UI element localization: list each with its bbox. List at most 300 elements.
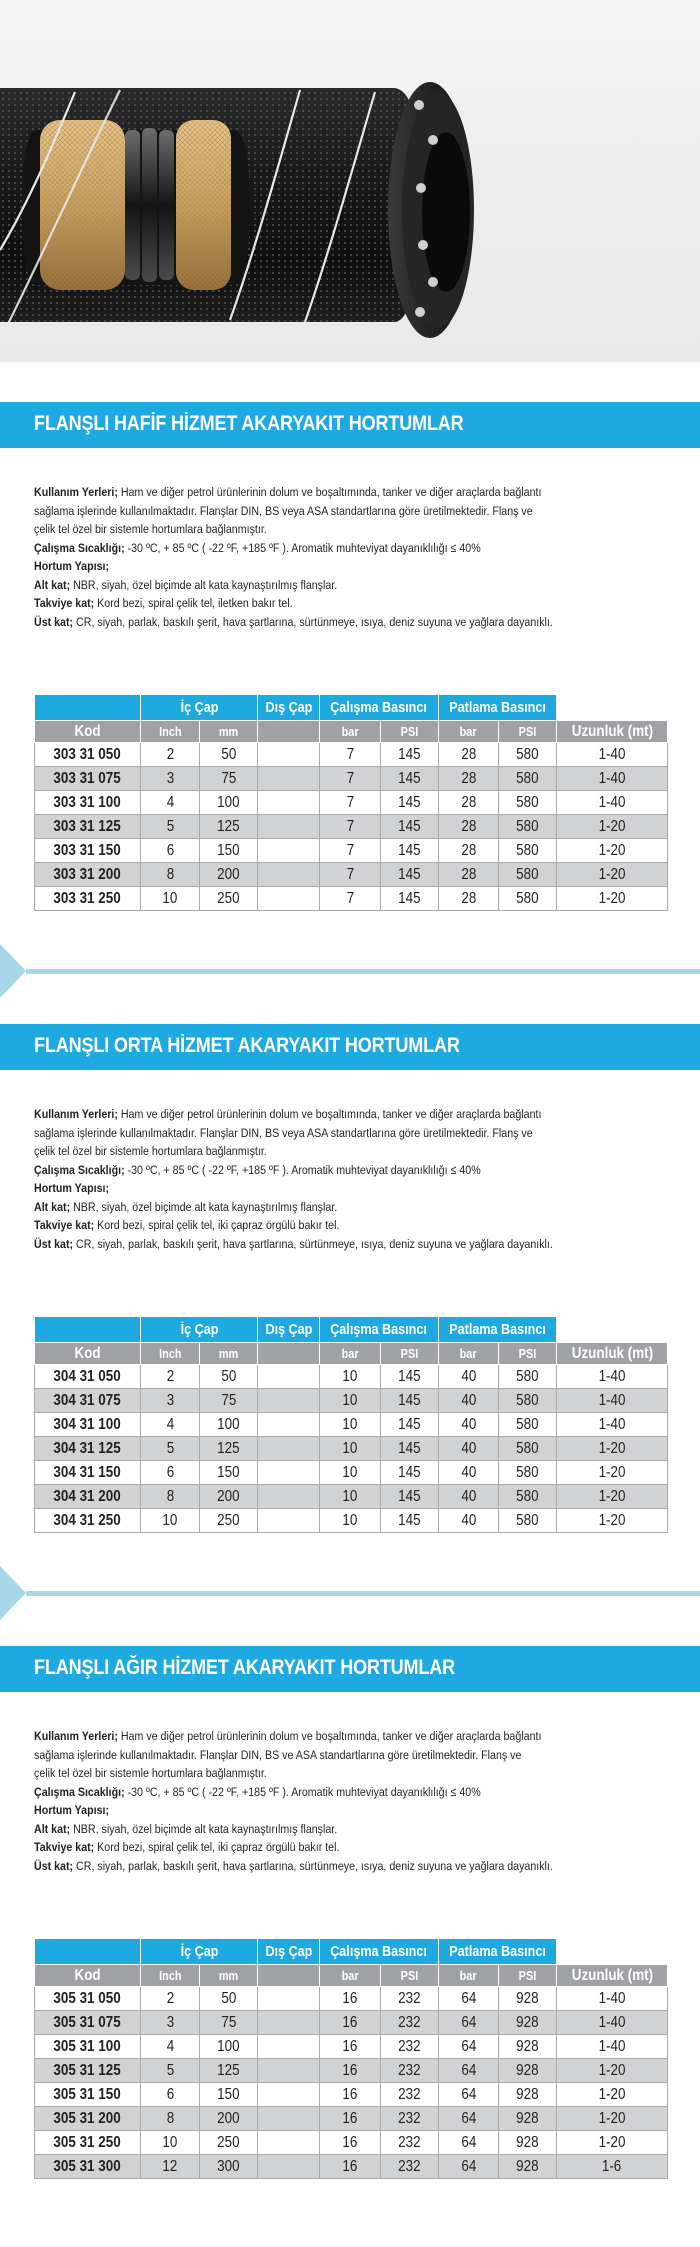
cell-length: 1-6 — [557, 2155, 668, 2179]
cell-burst-bar: 40 — [439, 1437, 499, 1461]
header-psi: PSI — [381, 1965, 439, 1987]
header-blank — [557, 695, 668, 721]
inner-label: Alt kat; — [34, 1821, 71, 1836]
cell-burst-bar: 28 — [439, 839, 499, 863]
cell-working-psi: 145 — [381, 839, 439, 863]
table-row — [35, 2035, 668, 2059]
header-outer-blank — [258, 721, 320, 743]
cell-code: 305 31 200 — [35, 2107, 141, 2131]
cell-code: 303 31 125 — [35, 815, 141, 839]
cell-burst-psi: 580 — [499, 1437, 557, 1461]
structure-label: Hortum Yapısı; — [34, 1803, 110, 1817]
cell-burst-psi: 580 — [499, 839, 557, 863]
cell-length: 1-40 — [557, 1365, 668, 1389]
cell-mm: 200 — [200, 2107, 258, 2131]
temperature-text: -30 ºC, + 85 ºC ( -22 ºF, +185 ºF ). Aromatik muhteviyat dayanıklılığı ≤ 40% — [124, 1162, 481, 1177]
cell-working-bar: 7 — [320, 767, 381, 791]
cell-working-psi: 232 — [381, 2035, 439, 2059]
cell-code: 304 31 150 — [35, 1461, 141, 1485]
cell-working-bar: 16 — [320, 2059, 381, 2083]
desc-line-inner — [34, 576, 550, 595]
header-mm: mm — [200, 721, 258, 743]
desc-line-usage-3: çelik tel özel bir sistemle hortumlara bağlanmıştır. — [34, 522, 267, 536]
header-code: Kod — [35, 721, 141, 743]
cell-working-bar: 7 — [320, 839, 381, 863]
header-outer-diameter: Dış Çap — [258, 1939, 320, 1965]
usage-label: Kullanım Yerleri; — [34, 1107, 118, 1121]
cell-length: 1-20 — [557, 2059, 668, 2083]
desc-line-cover — [34, 1857, 553, 1876]
desc-line-usage-3: çelik tel özel bir sistemle hortumlara bağlanmıştır. — [34, 1144, 267, 1158]
cover-label: Üst kat; — [34, 614, 74, 629]
cell-inch: 8 — [141, 863, 200, 887]
header-bar: bar — [439, 1343, 499, 1365]
table-row — [35, 2059, 668, 2083]
cell-working-psi: 145 — [381, 1413, 439, 1437]
desc-line-usage — [34, 1727, 550, 1746]
cell-length: 1-20 — [557, 2083, 668, 2107]
cell-length: 1-20 — [557, 2131, 668, 2155]
cell-burst-bar: 40 — [439, 1461, 499, 1485]
cell-mm: 200 — [200, 1485, 258, 1509]
cell-outer-diameter — [258, 1509, 320, 1533]
header-length: Uzunluk (mt) — [557, 721, 668, 743]
cover-label: Üst kat; — [34, 1858, 74, 1873]
header-blank — [35, 1939, 141, 1965]
cell-burst-bar: 28 — [439, 743, 499, 767]
section-title-banner — [0, 1646, 700, 1692]
header-outer-diameter: Dış Çap — [258, 1317, 320, 1343]
desc-line-temperature — [34, 539, 550, 558]
reinforcement-text: Kord bezi, spiral çelik tel, iki çapraz örgülü bakır tel. — [94, 1840, 340, 1854]
section-description — [34, 1105, 634, 1253]
desc-line-usage-2: sağlama işlerinde kullanılmaktadır. Flanşlar DIN, BS veya ASA standartlarına göre üretilmektedir. Flanş ve — [34, 1125, 533, 1140]
section-divider — [0, 944, 700, 998]
header-psi: PSI — [499, 721, 557, 743]
cell-working-bar: 7 — [320, 887, 381, 911]
cell-inch: 8 — [141, 1485, 200, 1509]
cell-mm: 75 — [200, 2011, 258, 2035]
cell-burst-psi: 580 — [499, 887, 557, 911]
header-blank — [557, 1939, 668, 1965]
cell-inch: 5 — [141, 815, 200, 839]
header-burst-pressure: Patlama Basıncı — [439, 695, 557, 721]
cell-burst-bar: 28 — [439, 767, 499, 791]
cell-code: 304 31 125 — [35, 1437, 141, 1461]
cell-outer-diameter — [258, 2035, 320, 2059]
cell-working-psi: 145 — [381, 1485, 439, 1509]
desc-line-cover — [34, 613, 553, 632]
table-row — [35, 815, 668, 839]
cell-code: 303 31 075 — [35, 767, 141, 791]
cell-burst-psi: 580 — [499, 1509, 557, 1533]
table-row — [35, 863, 668, 887]
inner-text: NBR, siyah, özel biçimde alt kata kaynaştırılmış flanşlar. — [70, 1199, 338, 1214]
cell-working-bar: 16 — [320, 2155, 381, 2179]
cell-code: 305 31 250 — [35, 2131, 141, 2155]
cell-mm: 150 — [200, 1461, 258, 1485]
cell-working-bar: 16 — [320, 1987, 381, 2011]
cell-burst-bar: 40 — [439, 1365, 499, 1389]
reinforcement-label: Takviye kat; — [34, 1218, 95, 1232]
table-row — [35, 2011, 668, 2035]
cell-mm: 250 — [200, 2131, 258, 2155]
reinforcement-text: Kord bezi, spiral çelik tel, iletken bakır tel. — [94, 596, 293, 610]
cell-inch: 3 — [141, 1389, 200, 1413]
cell-length: 1-20 — [557, 887, 668, 911]
desc-line-usage-2: sağlama işlerinde kullanılmaktadır. Flanşlar DIN, BS veya ASA standartlarına göre üretilmektedir. Flanş ve — [34, 503, 533, 518]
cell-burst-psi: 928 — [499, 2083, 557, 2107]
desc-line-structure — [34, 1179, 550, 1198]
section-title-banner — [0, 1024, 700, 1070]
cell-inch: 6 — [141, 1461, 200, 1485]
cell-code: 304 31 050 — [35, 1365, 141, 1389]
cell-working-bar: 10 — [320, 1389, 381, 1413]
section-title-banner — [0, 402, 700, 448]
cell-working-psi: 232 — [381, 2155, 439, 2179]
header-bar: bar — [320, 721, 381, 743]
cell-burst-bar: 40 — [439, 1389, 499, 1413]
inner-label: Alt kat; — [34, 577, 71, 592]
header-inch: Inch — [141, 721, 200, 743]
cell-burst-psi: 580 — [499, 1485, 557, 1509]
cell-mm: 75 — [200, 767, 258, 791]
cell-code: 305 31 075 — [35, 2011, 141, 2035]
desc-line-inner — [34, 1820, 550, 1839]
cell-inch: 12 — [141, 2155, 200, 2179]
desc-line-reinforcement — [34, 594, 550, 613]
header-bar: bar — [439, 721, 499, 743]
desc-line-temperature — [34, 1783, 550, 1802]
cover-text: CR, siyah, parlak, baskılı şerit, hava şartlarına, sürtünmeye, ısıya, deniz suyuna ve yağlara dayanıklı. — [73, 614, 553, 629]
cell-inch: 10 — [141, 1509, 200, 1533]
cell-outer-diameter — [258, 791, 320, 815]
inner-text: NBR, siyah, özel biçimde alt kata kaynaştırılmış flanşlar. — [70, 1821, 338, 1836]
section-title: FLANŞLI AĞIR HİZMET AKARYAKIT HORTUMLAR — [34, 1656, 456, 1679]
cell-working-bar: 7 — [320, 863, 381, 887]
header-bar: bar — [320, 1343, 381, 1365]
cell-code: 303 31 100 — [35, 791, 141, 815]
cell-mm: 100 — [200, 1413, 258, 1437]
cell-code: 304 31 075 — [35, 1389, 141, 1413]
cell-code: 304 31 200 — [35, 1485, 141, 1509]
cell-working-psi: 145 — [381, 743, 439, 767]
cell-outer-diameter — [258, 1365, 320, 1389]
cell-outer-diameter — [258, 2011, 320, 2035]
header-mm: mm — [200, 1965, 258, 1987]
header-blank — [35, 1317, 141, 1343]
cell-code: 304 31 100 — [35, 1413, 141, 1437]
cell-outer-diameter — [258, 2131, 320, 2155]
header-inner-diameter: İç Çap — [141, 695, 258, 721]
spec-table — [34, 694, 668, 911]
cell-working-psi: 145 — [381, 767, 439, 791]
cell-outer-diameter — [258, 767, 320, 791]
cell-length: 1-40 — [557, 767, 668, 791]
cell-length: 1-40 — [557, 1389, 668, 1413]
desc-line-usage-2: sağlama işlerinde kullanılmaktadır. Flanşlar DIN, BS ve ASA standartlarına göre üretilmektedir. Flanş ve — [34, 1747, 522, 1762]
desc-line-temperature — [34, 1161, 550, 1180]
header-blank — [35, 695, 141, 721]
cell-burst-psi: 580 — [499, 1461, 557, 1485]
cell-working-psi: 232 — [381, 1987, 439, 2011]
cell-burst-bar: 40 — [439, 1413, 499, 1437]
cell-length: 1-20 — [557, 863, 668, 887]
table-row — [35, 1509, 668, 1533]
cell-burst-psi: 928 — [499, 2107, 557, 2131]
table-row — [35, 1365, 668, 1389]
cell-inch: 8 — [141, 2107, 200, 2131]
header-working-pressure: Çalışma Basıncı — [320, 695, 439, 721]
header-inch: Inch — [141, 1965, 200, 1987]
cell-mm: 150 — [200, 2083, 258, 2107]
header-bar: bar — [439, 1965, 499, 1987]
cell-inch: 6 — [141, 2083, 200, 2107]
header-code: Kod — [35, 1343, 141, 1365]
temperature-text: -30 ºC, + 85 ºC ( -22 ºF, +185 ºF ). Aromatik muhteviyat dayanıklılığı ≤ 40% — [124, 540, 481, 555]
cell-mm: 100 — [200, 2035, 258, 2059]
cell-working-psi: 145 — [381, 887, 439, 911]
cell-outer-diameter — [258, 1413, 320, 1437]
cell-working-bar: 10 — [320, 1485, 381, 1509]
cell-burst-bar: 64 — [439, 1987, 499, 2011]
cell-inch: 2 — [141, 743, 200, 767]
cell-working-bar: 7 — [320, 743, 381, 767]
cell-outer-diameter — [258, 2155, 320, 2179]
cell-inch: 6 — [141, 839, 200, 863]
cell-burst-psi: 928 — [499, 1987, 557, 2011]
cell-working-bar: 7 — [320, 815, 381, 839]
cell-working-bar: 10 — [320, 1413, 381, 1437]
cell-burst-bar: 40 — [439, 1509, 499, 1533]
reinforcement-label: Takviye kat; — [34, 1840, 95, 1854]
table-row — [35, 2107, 668, 2131]
cell-inch: 5 — [141, 2059, 200, 2083]
cell-working-psi: 145 — [381, 1365, 439, 1389]
table-row — [35, 1987, 668, 2011]
cell-mm: 50 — [200, 1365, 258, 1389]
cell-inch: 4 — [141, 1413, 200, 1437]
spec-table — [34, 1938, 668, 2179]
table-row — [35, 743, 668, 767]
cell-working-bar: 16 — [320, 2011, 381, 2035]
cell-burst-psi: 580 — [499, 1413, 557, 1437]
cell-mm: 250 — [200, 1509, 258, 1533]
cell-code: 305 31 300 — [35, 2155, 141, 2179]
inner-text: NBR, siyah, özel biçimde alt kata kaynaştırılmış flanşlar. — [70, 577, 338, 592]
cell-outer-diameter — [258, 2059, 320, 2083]
header-working-pressure: Çalışma Basıncı — [320, 1317, 439, 1343]
cell-mm: 50 — [200, 1987, 258, 2011]
cell-length: 1-20 — [557, 2107, 668, 2131]
cell-inch: 10 — [141, 887, 200, 911]
table-row — [35, 839, 668, 863]
cell-outer-diameter — [258, 2083, 320, 2107]
cell-code: 303 31 250 — [35, 887, 141, 911]
cell-burst-psi: 580 — [499, 1389, 557, 1413]
usage-text: Ham ve diğer petrol ürünlerinin dolum ve boşaltımında, tanker ve diğer araçlarda bağlantı — [117, 1729, 542, 1743]
cell-inch: 4 — [141, 2035, 200, 2059]
usage-label: Kullanım Yerleri; — [34, 485, 118, 499]
reinforcement-label: Takviye kat; — [34, 596, 95, 610]
header-inch: Inch — [141, 1343, 200, 1365]
table-row — [35, 2083, 668, 2107]
cell-inch: 3 — [141, 767, 200, 791]
reinforcement-text: Kord bezi, spiral çelik tel, iki çapraz örgülü bakır tel. — [94, 1218, 340, 1232]
cell-mm: 75 — [200, 1389, 258, 1413]
cell-outer-diameter — [258, 839, 320, 863]
cell-working-bar: 7 — [320, 791, 381, 815]
cell-outer-diameter — [258, 1485, 320, 1509]
cell-mm: 125 — [200, 2059, 258, 2083]
cell-code: 304 31 250 — [35, 1509, 141, 1533]
cell-outer-diameter — [258, 1461, 320, 1485]
cell-burst-bar: 64 — [439, 2155, 499, 2179]
cell-burst-bar: 64 — [439, 2035, 499, 2059]
cell-code: 303 31 150 — [35, 839, 141, 863]
cell-outer-diameter — [258, 743, 320, 767]
cell-burst-psi: 580 — [499, 1365, 557, 1389]
header-inner-diameter: İç Çap — [141, 1317, 258, 1343]
flanged-hose-illustration — [0, 0, 700, 362]
cell-length: 1-20 — [557, 839, 668, 863]
cell-length: 1-20 — [557, 815, 668, 839]
header-psi: PSI — [381, 721, 439, 743]
header-psi: PSI — [381, 1343, 439, 1365]
cell-length: 1-40 — [557, 743, 668, 767]
desc-line-usage-3: çelik tel özel bir sistemle hortumlara bağlanmıştır. — [34, 1766, 267, 1780]
cell-code: 305 31 100 — [35, 2035, 141, 2059]
desc-line-usage — [34, 483, 550, 502]
header-bar: bar — [320, 1965, 381, 1987]
cell-burst-bar: 64 — [439, 2107, 499, 2131]
header-length: Uzunluk (mt) — [557, 1343, 668, 1365]
cell-code: 303 31 200 — [35, 863, 141, 887]
cell-working-psi: 145 — [381, 815, 439, 839]
cell-working-psi: 232 — [381, 2131, 439, 2155]
cell-burst-bar: 64 — [439, 2059, 499, 2083]
cover-text: CR, siyah, parlak, baskılı şerit, hava şartlarına, sürtünmeye, ısıya, deniz suyuna ve yağlara dayanıklı. — [73, 1236, 553, 1251]
cell-inch: 3 — [141, 2011, 200, 2035]
header-length: Uzunluk (mt) — [557, 1965, 668, 1987]
desc-line-reinforcement — [34, 1216, 550, 1235]
usage-text: Ham ve diğer petrol ürünlerinin dolum ve boşaltımında, tanker ve diğer araçlarda bağlantı — [117, 485, 542, 499]
cell-working-psi: 232 — [381, 2083, 439, 2107]
header-inner-diameter: İç Çap — [141, 1939, 258, 1965]
cell-length: 1-40 — [557, 791, 668, 815]
cell-burst-bar: 64 — [439, 2083, 499, 2107]
table-row — [35, 1413, 668, 1437]
usage-text: Ham ve diğer petrol ürünlerinin dolum ve boşaltımında, tanker ve diğer araçlarda bağlantı — [117, 1107, 542, 1121]
cell-mm: 250 — [200, 887, 258, 911]
header-working-pressure: Çalışma Basıncı — [320, 1939, 439, 1965]
cell-mm: 50 — [200, 743, 258, 767]
cell-outer-diameter — [258, 887, 320, 911]
structure-label: Hortum Yapısı; — [34, 559, 110, 573]
cell-mm: 125 — [200, 1437, 258, 1461]
cell-working-psi: 145 — [381, 1461, 439, 1485]
header-outer-diameter: Dış Çap — [258, 695, 320, 721]
table-row — [35, 2131, 668, 2155]
cell-burst-bar: 64 — [439, 2011, 499, 2035]
cell-code: 305 31 125 — [35, 2059, 141, 2083]
cell-burst-bar: 64 — [439, 2131, 499, 2155]
header-psi: PSI — [499, 1965, 557, 1987]
desc-line-structure — [34, 557, 550, 576]
cell-length: 1-20 — [557, 1437, 668, 1461]
cell-outer-diameter — [258, 863, 320, 887]
table-row — [35, 2155, 668, 2179]
cell-burst-psi: 580 — [499, 791, 557, 815]
table-row — [35, 1485, 668, 1509]
cell-burst-bar: 28 — [439, 863, 499, 887]
table-row — [35, 767, 668, 791]
cell-working-bar: 10 — [320, 1509, 381, 1533]
cell-working-psi: 232 — [381, 2107, 439, 2131]
cell-working-psi: 145 — [381, 1437, 439, 1461]
cell-burst-bar: 28 — [439, 815, 499, 839]
structure-label: Hortum Yapısı; — [34, 1181, 110, 1195]
header-burst-pressure: Patlama Basıncı — [439, 1317, 557, 1343]
header-outer-blank — [258, 1965, 320, 1987]
cell-burst-psi: 928 — [499, 2011, 557, 2035]
table-row — [35, 1461, 668, 1485]
table-row — [35, 1437, 668, 1461]
cell-burst-psi: 928 — [499, 2155, 557, 2179]
cell-length: 1-40 — [557, 1413, 668, 1437]
cell-burst-psi: 580 — [499, 815, 557, 839]
cell-length: 1-40 — [557, 1987, 668, 2011]
cell-burst-psi: 928 — [499, 2035, 557, 2059]
cell-outer-diameter — [258, 1389, 320, 1413]
cover-label: Üst kat; — [34, 1236, 74, 1251]
cell-burst-bar: 40 — [439, 1485, 499, 1509]
desc-line-inner — [34, 1198, 550, 1217]
cell-burst-psi: 580 — [499, 863, 557, 887]
cell-working-psi: 145 — [381, 791, 439, 815]
cell-mm: 300 — [200, 2155, 258, 2179]
temperature-label: Çalışma Sıcaklığı; — [34, 1784, 125, 1799]
desc-line-structure — [34, 1801, 550, 1820]
cell-working-bar: 10 — [320, 1437, 381, 1461]
header-burst-pressure: Patlama Basıncı — [439, 1939, 557, 1965]
cover-text: CR, siyah, parlak, baskılı şerit, hava şartlarına, sürtünmeye, ısıya, deniz suyuna ve yağlara dayanıklı. — [73, 1858, 553, 1873]
cell-mm: 200 — [200, 863, 258, 887]
temperature-text: -30 ºC, + 85 ºC ( -22 ºF, +185 ºF ). Aromatik muhteviyat dayanıklılığı ≤ 40% — [124, 1784, 481, 1799]
cell-working-bar: 10 — [320, 1461, 381, 1485]
cell-working-bar: 16 — [320, 2107, 381, 2131]
cell-length: 1-20 — [557, 1485, 668, 1509]
cell-inch: 2 — [141, 1365, 200, 1389]
cell-burst-psi: 928 — [499, 2131, 557, 2155]
desc-line-cover — [34, 1235, 553, 1254]
header-outer-blank — [258, 1343, 320, 1365]
usage-label: Kullanım Yerleri; — [34, 1729, 118, 1743]
desc-line-reinforcement — [34, 1838, 550, 1857]
hero-image — [0, 0, 700, 362]
cell-burst-bar: 28 — [439, 887, 499, 911]
cell-inch: 5 — [141, 1437, 200, 1461]
cell-burst-psi: 580 — [499, 767, 557, 791]
table-row — [35, 887, 668, 911]
section-divider — [0, 1566, 700, 1620]
cell-inch: 10 — [141, 2131, 200, 2155]
header-mm: mm — [200, 1343, 258, 1365]
header-code: Kod — [35, 1965, 141, 1987]
cell-working-bar: 16 — [320, 2083, 381, 2107]
cell-working-bar: 16 — [320, 2131, 381, 2155]
section-description — [34, 1727, 634, 1875]
